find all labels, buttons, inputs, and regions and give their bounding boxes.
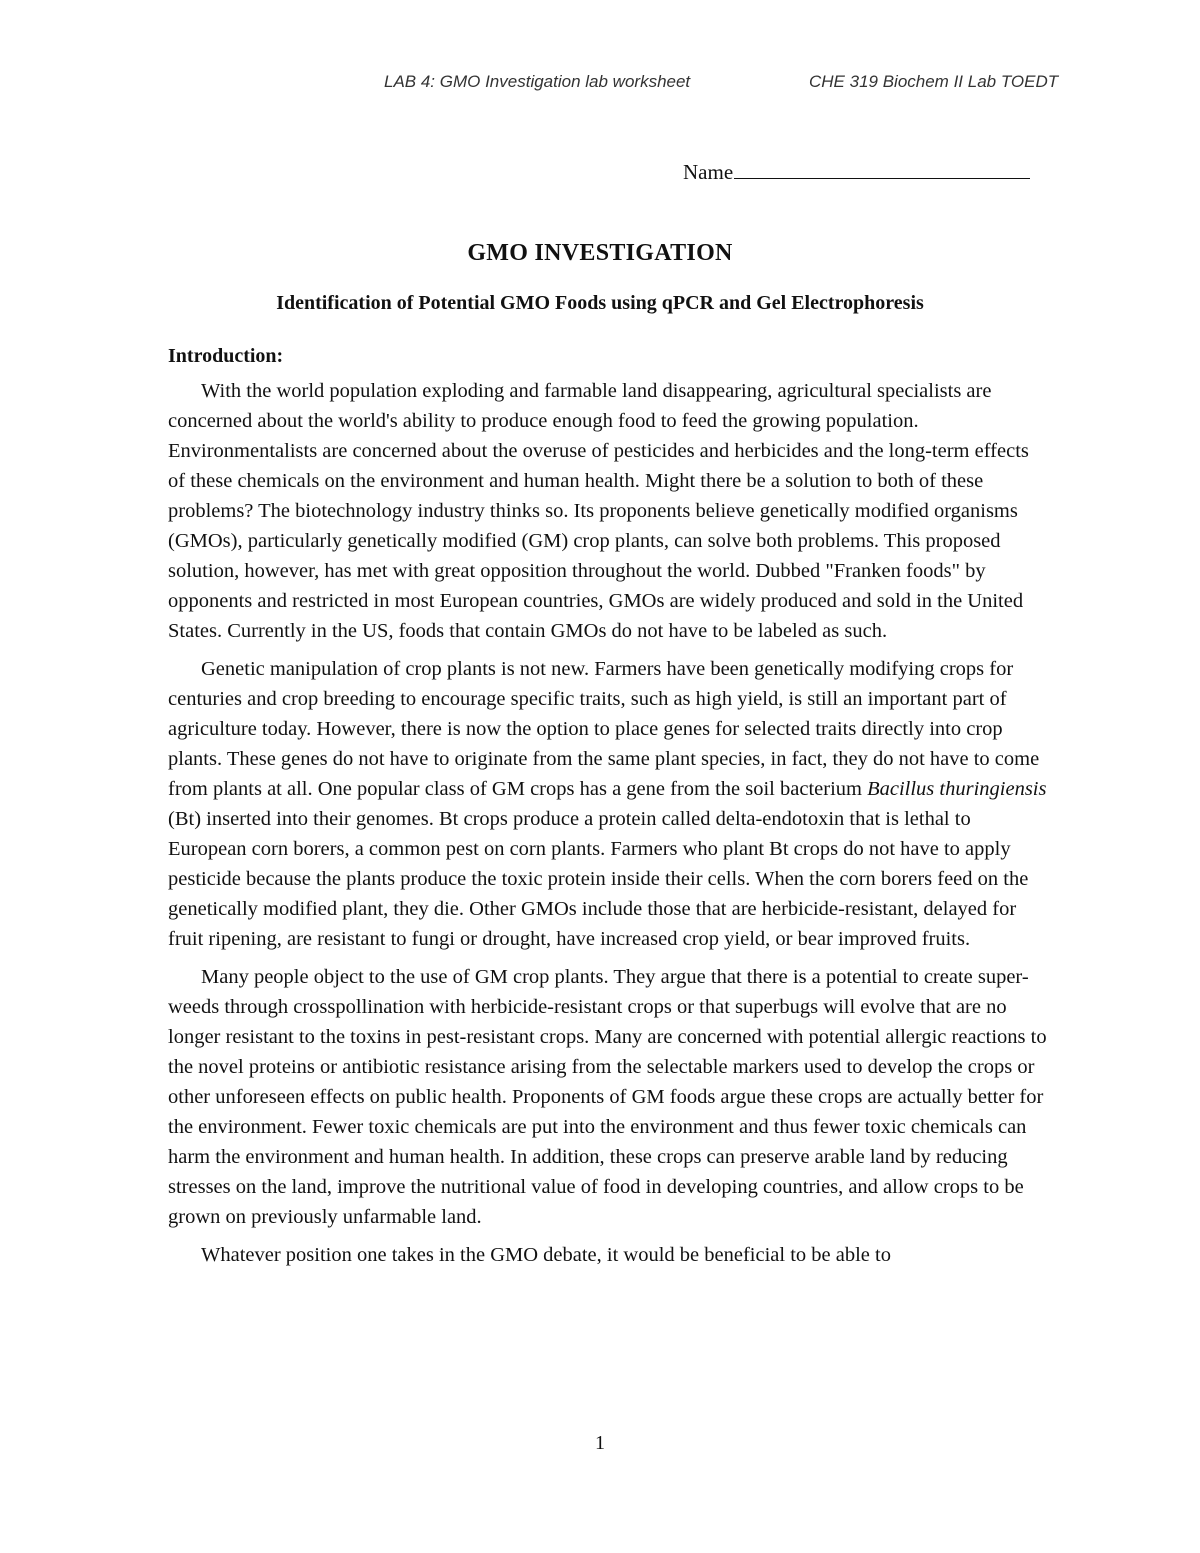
page-number: 1 [595, 1432, 605, 1454]
name-blank-line[interactable] [734, 158, 1030, 179]
paragraph-2-part-a: Genetic manipulation of crop plants is not new. Farmers have been genetically modifying crops for centuries and crop breeding to encourage specific traits, such as high yield, is still an important part of agriculture today. However, there is now the option to place genes for selected traits directly into crop plants. These genes do not have to originate from the same plant species, in fact, they do not have to come from plants at all. One popular class of GM crops has a gene from the soil bacterium [168, 658, 1040, 800]
header-lab-title: LAB 4: GMO Investigation lab worksheet [384, 72, 691, 91]
species-name: Bacillus thuringiensis [867, 778, 1047, 800]
paragraph-4: Whatever position one takes in the GMO debate, it would be beneficial to be able to [201, 1244, 891, 1266]
document-title: GMO INVESTIGATION [467, 240, 733, 266]
name-label: Name [683, 160, 734, 184]
paragraph-3: Many people object to the use of GM crop plants. They argue that there is a potential to create super-weeds through crosspollination with herbicide-resistant crops or that superbugs will evolve that are no longer resistant to the toxins in pest-resistant crops. Many are concerned with potential allergic reactions to the novel proteins or antibiotic resistance arising from the selectable markers used to develop the crops or other unforeseen effects on public health. Proponents of GM foods argue these crops are actually better for the environment. Fewer toxic chemicals are put into the environment and thus fewer toxic chemicals can harm the environment and human health. In addition, these crops can preserve arable land by reducing stresses on the land, improve the nutritional value of food in developing countries, and allow crops to be grown on previously unfarmable land. [168, 966, 1047, 1228]
paragraph-2-part-b: (Bt) inserted into their genomes. Bt crops produce a protein called delta-endotoxin that is lethal to European corn borers, a common pest on corn plants. Farmers who plant Bt crops do not have to apply pesticide because the plants produce the toxic protein inside their cells. When the corn borers feed on the genetically modified plant, they die. Other GMOs include those that are herbicide-resistant, delayed for fruit ripening, are resistant to fungi or drought, have increased crop yield, or bear improved fruits. [168, 808, 1029, 950]
document-subtitle: Identification of Potential GMO Foods using qPCR and Gel Electrophoresis [276, 292, 924, 314]
introduction-body [168, 376, 1048, 1278]
paragraph-1: With the world population exploding and farmable land disappearing, agricultural specialists are concerned about the world's ability to produce enough food to feed the growing population. Environmentalists are concerned about the overuse of pesticides and herbicides and the long-term effects of these chemicals on the environment and human health. Might there be a solution to both of these problems? The biotechnology industry thinks so. Its proponents believe genetically modified organisms (GMOs), particularly genetically modified (GM) crop plants, can solve both problems. This proposed solution, however, has met with great opposition throughout the world. Dubbed "Franken foods" by opponents and restricted in most European countries, GMOs are widely produced and sold in the United States. Currently in the US, foods that contain GMOs do not have to be labeled as such. [168, 380, 1029, 642]
name-field[interactable] [683, 158, 1030, 185]
paragraph-2 [168, 654, 1048, 954]
section-heading-introduction: Introduction: [168, 345, 284, 367]
header-course-code: CHE 319 Biochem II Lab TOEDT [809, 72, 1059, 91]
